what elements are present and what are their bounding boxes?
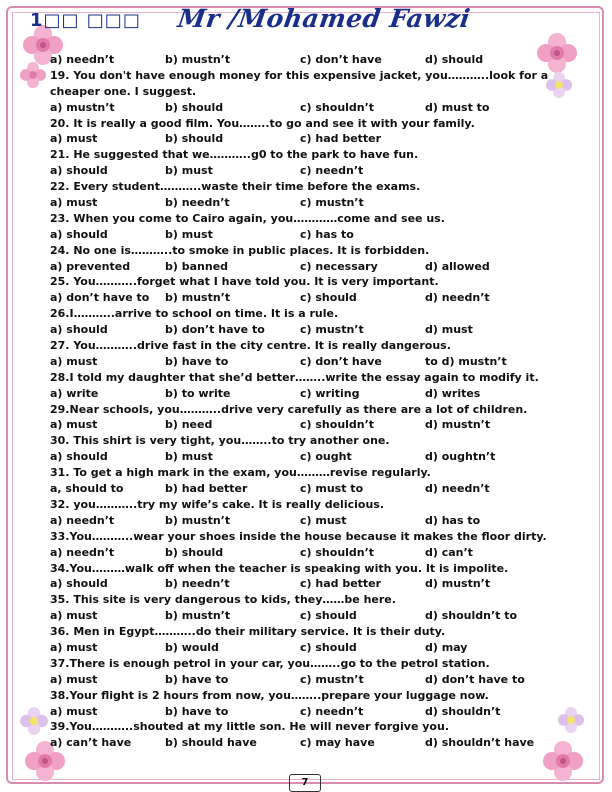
answer-option: c) mustn’t: [300, 196, 364, 210]
question-text: 34.You………walk off when the teacher is speaking with you. It is impolite.: [50, 561, 509, 575]
question-text: 29.Near schools, you………..drive very carefully as there are a lot of children.: [50, 402, 528, 416]
header-page-label: 1□□ □□□: [30, 10, 141, 31]
answer-option: d) must: [425, 323, 473, 337]
answer-option: a, should to: [50, 482, 124, 496]
answer-option: a) must: [50, 132, 98, 146]
question-line: [50, 84, 570, 100]
options-line: [50, 449, 570, 465]
options-line: [50, 290, 570, 306]
answer-option: a) can’t have: [50, 736, 132, 750]
answer-option: d) needn’t: [425, 291, 490, 305]
answer-option: c) shouldn’t: [300, 545, 375, 559]
answer-option: c) should: [300, 291, 357, 305]
answer-option: a) must: [50, 418, 98, 432]
answer-option: a) must: [50, 354, 98, 368]
answer-option: a) needn’t: [50, 545, 115, 559]
question-text: 27. You………..drive fast in the city centre. It is really dangerous.: [50, 339, 451, 353]
answer-option: b) needn’t: [165, 577, 230, 591]
answer-option: c) ought: [300, 450, 352, 464]
answer-option: a) mustn’t: [50, 100, 115, 114]
options-line: [50, 735, 570, 751]
answer-option: d) mustn’t: [425, 418, 491, 432]
options-line: [50, 227, 570, 243]
options-line: [50, 576, 570, 592]
options-line: [50, 640, 570, 656]
answer-option: b) mustn’t: [165, 291, 231, 305]
answer-option: c) should: [300, 640, 357, 654]
answer-option: c) should: [300, 609, 357, 623]
answer-option: b) need: [165, 418, 213, 432]
question-text: 33.You………..wear your shoes inside the house because it makes the floor dirty.: [50, 529, 547, 543]
answer-option: c) needn’t: [300, 164, 364, 178]
answer-option: d) may: [425, 640, 468, 654]
answer-option: b) should: [165, 132, 224, 146]
answer-option: d) must to: [425, 100, 490, 114]
question-text: 28.I told my daughter that she’d better……..write the essay again to modify it.: [50, 370, 539, 384]
options-line: [50, 417, 570, 433]
answer-option: a) needn’t: [50, 513, 115, 527]
options-line: [50, 513, 570, 529]
question-line: [50, 274, 570, 290]
answer-option: c) necessary: [300, 259, 378, 273]
question-text: cheaper one. I suggest.: [50, 84, 197, 98]
question-line: [50, 561, 570, 577]
answer-option: b) mustn’t: [165, 609, 231, 623]
answer-option: a) don’t have to: [50, 291, 150, 305]
answer-option: a) must: [50, 704, 98, 718]
question-text: 37.There is enough petrol in your car, you……..go to the petrol station.: [50, 656, 490, 670]
question-line: [50, 147, 570, 163]
options-line: [50, 259, 570, 275]
answer-option: b) mustn’t: [165, 513, 231, 527]
answer-option: b) banned: [165, 259, 229, 273]
answer-option: b) mustn’t: [165, 53, 231, 66]
question-line: [50, 529, 570, 545]
answer-option: b) don’t have to: [165, 323, 265, 337]
answer-option: b) have to: [165, 354, 229, 368]
question-line: [50, 719, 570, 735]
answer-option: c) don’t have: [300, 53, 382, 66]
question-text: 25. You………..forget what I have told you. It is very important.: [50, 275, 439, 289]
answer-option: d) writes: [425, 386, 481, 400]
flower-bottom-left-small-icon: [18, 705, 50, 737]
answer-option: c) shouldn’t: [300, 418, 375, 432]
answer-option: b) would: [165, 640, 219, 654]
answer-option: d) shouldn’t to: [425, 609, 518, 623]
answer-option: to d) mustn’t: [425, 354, 507, 368]
answer-option: d) don’t have to: [425, 672, 525, 686]
question-line: [50, 402, 570, 418]
question-line: [50, 592, 570, 608]
answer-option: c) must: [300, 513, 347, 527]
question-line: [50, 116, 570, 132]
question-text: 20. It is really a good film. You……..to go and see it with your family.: [50, 116, 475, 130]
question-line: [50, 306, 570, 322]
question-line: [50, 656, 570, 672]
answer-option: c) needn’t: [300, 704, 364, 718]
question-text: 21. He suggested that we………..g0 to the park to have fun.: [50, 148, 419, 162]
question-line: [50, 68, 570, 84]
question-line: [50, 243, 570, 259]
options-line: [50, 163, 570, 179]
answer-option: b) should: [165, 545, 224, 559]
answer-option: c) mustn’t: [300, 323, 364, 337]
options-line: [50, 195, 570, 211]
answer-option: c) has to: [300, 227, 354, 241]
options-line: [50, 322, 570, 338]
question-line: [50, 624, 570, 640]
question-text: 36. Men in Egypt………..do their military service. It is their duty.: [50, 625, 446, 639]
answer-option: b) to write: [165, 386, 231, 400]
question-line: [50, 211, 570, 227]
answer-option: d) needn’t: [425, 482, 490, 496]
answer-option: a) should: [50, 577, 108, 591]
options-line: [50, 100, 570, 116]
page-title: Mr /Mohamed Fawzi: [175, 4, 473, 33]
question-text: 23. When you come to Cairo again, you…………come and see us.: [50, 211, 445, 225]
question-line: [50, 433, 570, 449]
answer-option: d) can’t: [425, 545, 473, 559]
answer-option: d) should: [425, 53, 484, 66]
answer-option: d) allowed: [425, 259, 490, 273]
answer-option: a) must: [50, 640, 98, 654]
answer-option: a) must: [50, 609, 98, 623]
answer-option: d) oughtn’t: [425, 450, 496, 464]
answer-option: c) had better: [300, 577, 382, 591]
answer-option: a) write: [50, 386, 99, 400]
exercise-content: [50, 52, 570, 751]
answer-option: c) don’t have: [300, 354, 382, 368]
answer-option: d) mustn’t: [425, 577, 491, 591]
answer-option: a) should: [50, 227, 108, 241]
answer-option: b) have to: [165, 704, 229, 718]
answer-option: d) has to: [425, 513, 481, 527]
question-line: [50, 338, 570, 354]
options-line: [50, 386, 570, 402]
options-line: [50, 354, 570, 370]
answer-option: a) should: [50, 323, 108, 337]
question-text: 22. Every student………..waste their time before the exams.: [50, 180, 421, 194]
answer-option: b) should have: [165, 736, 257, 750]
answer-option: a) should: [50, 164, 108, 178]
page-number: 7: [289, 774, 321, 792]
answer-option: b) must: [165, 164, 213, 178]
question-line: [50, 370, 570, 386]
options-line: [50, 704, 570, 720]
question-line: [50, 497, 570, 513]
answer-option: a) must: [50, 672, 98, 686]
answer-option: c) had better: [300, 132, 382, 146]
answer-option: b) have to: [165, 672, 229, 686]
options-line: [50, 131, 570, 147]
answer-option: c) must to: [300, 482, 364, 496]
question-text: 35. This site is very dangerous to kids, they……be here.: [50, 593, 396, 607]
answer-option: d) shouldn’t have: [425, 736, 535, 750]
answer-option: c) mustn’t: [300, 672, 364, 686]
question-text: 39.You………..shouted at my little son. He will never forgive you.: [50, 720, 449, 734]
answer-option: a) prevented: [50, 259, 131, 273]
question-text: 38.Your flight is 2 hours from now, you……..prepare your luggage now.: [50, 688, 489, 702]
question-line: [50, 465, 570, 481]
question-text: 30. This shirt is very tight, you……..to try another one.: [50, 434, 390, 448]
flower-left-small-icon: [18, 60, 48, 90]
options-line: [50, 672, 570, 688]
answer-option: c) may have: [300, 736, 375, 750]
answer-option: b) should: [165, 100, 224, 114]
answer-option: c) shouldn’t: [300, 100, 375, 114]
question-text: 19. You don't have enough money for this expensive jacket, you………..look for a: [50, 68, 549, 82]
question-text: 26.I………..arrive to school on time. It is a rule.: [50, 307, 339, 321]
answer-option: b) must: [165, 227, 213, 241]
options-line: [50, 52, 570, 68]
options-line: [50, 481, 570, 497]
question-line: [50, 179, 570, 195]
answer-option: a) needn’t: [50, 53, 115, 66]
question-text: 31. To get a high mark in the exam, you………revise regularly.: [50, 466, 431, 480]
options-line: [50, 608, 570, 624]
answer-option: c) writing: [300, 386, 360, 400]
answer-option: b) had better: [165, 482, 248, 496]
answer-option: a) should: [50, 450, 108, 464]
answer-option: d) shouldn’t: [425, 704, 501, 718]
options-line: [50, 545, 570, 561]
answer-option: b) must: [165, 450, 213, 464]
answer-option: b) needn’t: [165, 196, 230, 210]
question-line: [50, 688, 570, 704]
answer-option: a) must: [50, 196, 98, 210]
question-text: 32. you………..try my wife’s cake. It is really delicious.: [50, 497, 385, 511]
question-text: 24. No one is………..to smoke in public places. It is forbidden.: [50, 243, 430, 257]
